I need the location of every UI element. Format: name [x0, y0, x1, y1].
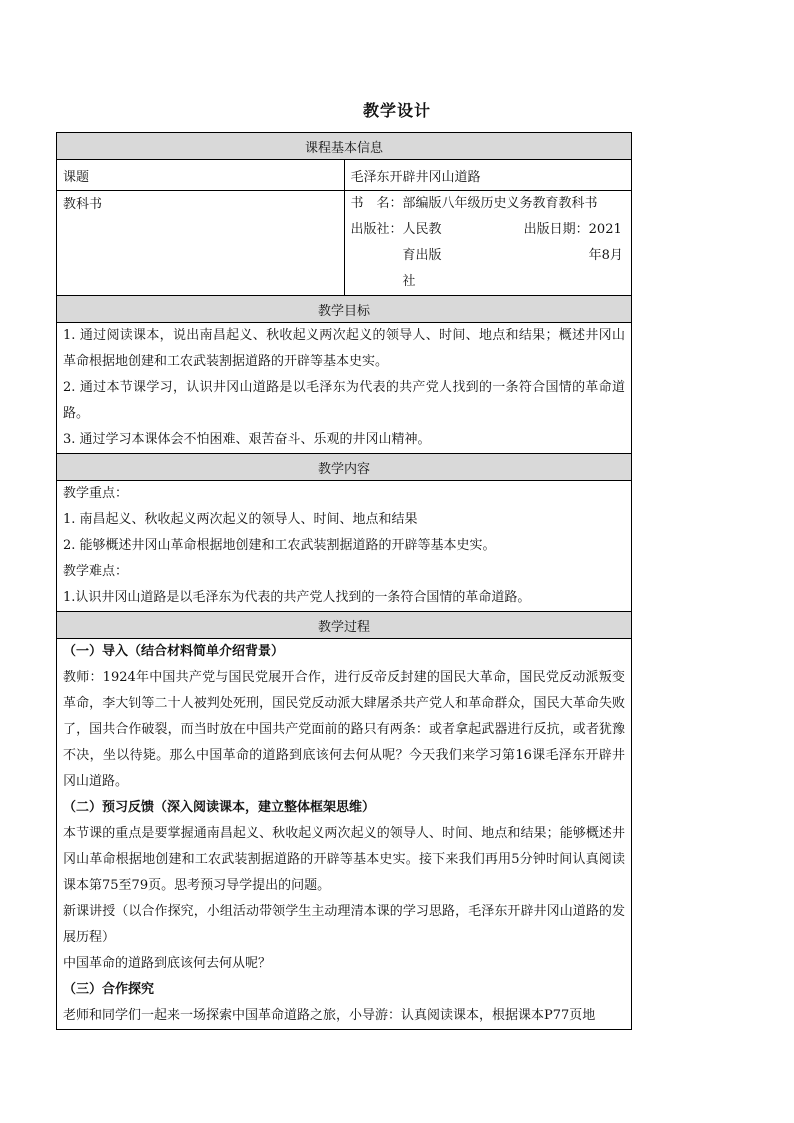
pub-date-key: 出版日期： [523, 222, 589, 237]
step1-text: 教师：1924年中国共产党与国民党展开合作，进行反帝反封建的国民大革命，国民党反动派叛变革命，李大钊等二十人被判处死刑，国民党反动派大肆屠杀共产党人和革命群众，国民大革命失败了，国共合作破裂，而当时放在中国共产党面前的路只有两条：或者拿起武器进行反抗，或者犹豫不决，坐以待毙。那么中国革命的道路到底该何去何从呢？今天我们来学习第16课毛泽东开辟井冈山道路。 [63, 670, 625, 789]
step1-heading: （一）导入（结合材料简单介绍背景） [63, 644, 285, 659]
key-point-item: 1. 南昌起义、秋收起义两次起义的领导人、时间、地点和结果 [63, 512, 418, 527]
publisher-value: 人民教育出版社 [402, 222, 442, 289]
objective-item: 1. 通过阅读课本，说出南昌起义、秋收起义两次起义的领导人、时间、地点和结果；概述井冈山革命根据地创建和工农武装割据道路的开辟等基本史实。 [63, 328, 625, 369]
key-points-heading: 教学重点： [63, 486, 129, 501]
objective-item: 3. 通过学习本课体会不怕困难、艰苦奋斗、乐观的井冈山精神。 [63, 432, 431, 447]
step3-heading: （三）合作探究 [63, 982, 155, 997]
pub-date-value: 2021年8月 [588, 222, 623, 263]
textbook-label: 教科书 [57, 191, 345, 296]
lesson-plan-table [56, 132, 632, 1030]
topic-value: 毛泽东开辟井冈山道路 [344, 160, 632, 191]
objectives-cell [57, 323, 632, 454]
publisher-key: 出版社： [350, 222, 403, 237]
publisher-line [351, 217, 626, 295]
section-content: 教学内容 [57, 454, 632, 481]
book-name-key: 书 名： [350, 196, 403, 211]
section-basic-info: 课程基本信息 [57, 133, 632, 160]
book-name-value: 部编版八年级历史义务教育教科书 [402, 196, 598, 211]
step2-text3: 中国革命的道路到底该何去何从呢？ [63, 956, 272, 971]
document-title: 教学设计 [362, 101, 431, 120]
step2-text: 本节课的重点是要掌握通南昌起义、秋收起义两次起义的领导人、时间、地点和结果；能够概述井冈山革命根据地创建和工农武装割据道路的开辟等基本史实。接下来我们再用5分钟时间认真阅读课本第75至79页。思考预习导学提出的问题。 [63, 826, 625, 893]
difficulty-item: 1.认识井冈山道路是以毛泽东为代表的共产党人找到的一条符合国情的革命道路。 [63, 590, 531, 605]
content-cell [57, 481, 632, 612]
step2-heading: （二）预习反馈（深入阅读课本，建立整体框架思维） [63, 800, 376, 815]
process-cell [57, 639, 632, 1030]
difficulty-heading: 教学难点： [63, 564, 129, 579]
topic-label: 课题 [57, 160, 345, 191]
textbook-info [344, 191, 632, 296]
section-objectives: 教学目标 [57, 296, 632, 323]
step2-text2: 新课讲授（以合作探究，小组活动带领学生主动理清本课的学习思路，毛泽东开辟井冈山道路的发展历程） [63, 904, 625, 945]
book-name-line [351, 191, 626, 217]
key-point-item: 2. 能够概述井冈山革命根据地创建和工农武装割据道路的开辟等基本史实。 [63, 538, 496, 553]
section-process: 教学过程 [57, 612, 632, 639]
step3-text: 老师和同学们一起来一场探索中国革命道路之旅，小导游：认真阅读课本，根据课本P77页地 [63, 1008, 596, 1023]
objective-item: 2. 通过本节课学习，认识井冈山道路是以毛泽东为代表的共产党人找到的一条符合国情的革命道路。 [63, 380, 625, 421]
